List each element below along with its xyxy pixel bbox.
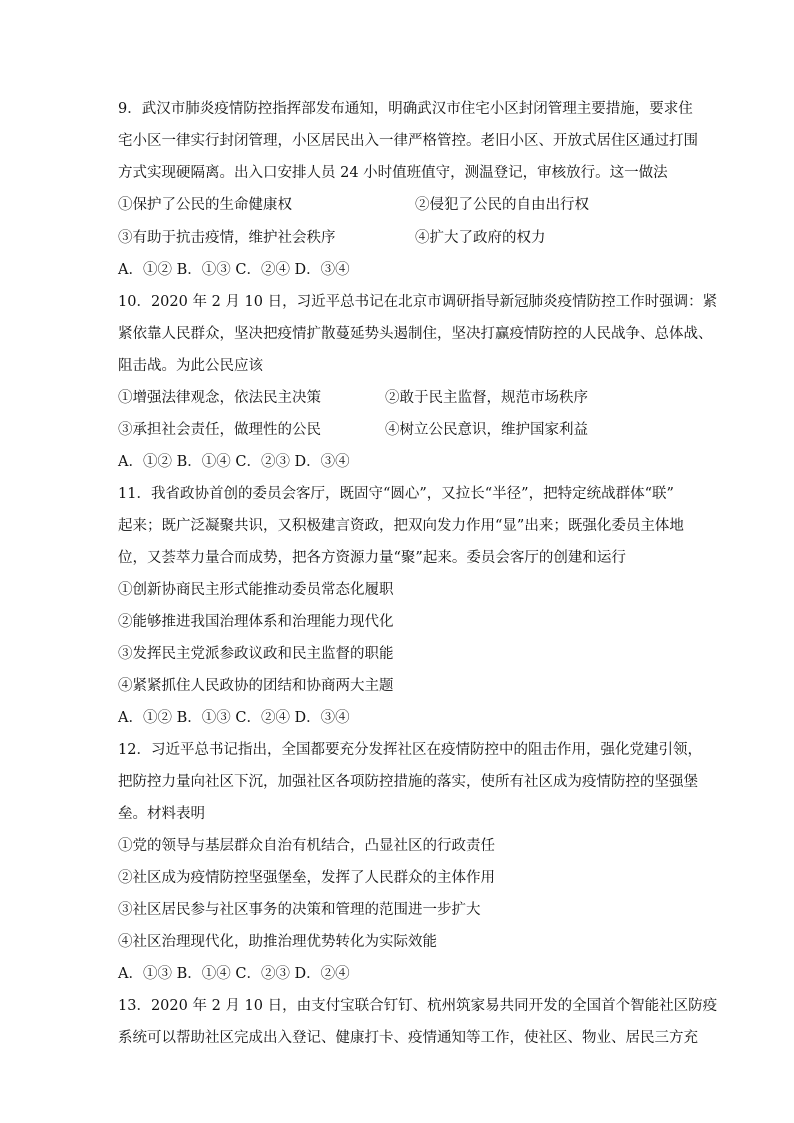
q11-option-4: ④紧紧抓住人民政协的团结和协商两大主题 xyxy=(118,678,394,694)
q9-option-2: ②侵犯了公民的自由出行权 xyxy=(415,197,589,213)
q11-option-3: ③发挥民主党派参政议政和民主监督的职能 xyxy=(118,646,394,662)
q10-stem-line-3: 阻击战。为此公民应该 xyxy=(118,358,263,374)
q12-stem-line-2: 把防控力量向社区下沉，加强社区各项防控措施的落实，使所有社区成为疫情防控的坚强堡 xyxy=(118,774,698,790)
q10-option-4: ④树立公民意识，维护国家利益 xyxy=(385,422,588,438)
q9-option-4: ④扩大了政府的权力 xyxy=(415,230,546,246)
q9-option-3: ③有助于抗击疫情，维护社会秩序 xyxy=(118,230,336,246)
q13-stem-line-2: 系统可以帮助社区完成出入登记、健康打卡、疫情通知等工作，使社区、物业、居民三方充 xyxy=(118,1030,698,1046)
q9-stem-line-2: 宅小区一律实行封闭管理，小区居民出入一律严格管控。老旧小区、开放式居住区通过打围 xyxy=(118,133,698,149)
q12-option-4: ④社区治理现代化，助推治理优势转化为实际效能 xyxy=(118,934,437,950)
q12-option-3: ③社区居民参与社区事务的决策和管理的范围进一步扩大 xyxy=(118,902,481,918)
q9-answer-choices: A．①② B．①③ C．②④ D．③④ xyxy=(118,262,350,278)
q9-option-1: ①保护了公民的生命健康权 xyxy=(118,197,292,213)
q13-stem-line-1: 13．2020 年 2 月 10 日，由支付宝联合钉钉、杭州筑家易共同开发的全国首个智能社区防疫 xyxy=(118,998,718,1014)
q12-stem-line-3: 垒。材料表明 xyxy=(118,806,205,822)
q10-stem-line-1: 10．2020 年 2 月 10 日，习近平总书记在北京市调研指导新冠肺炎疫情防控工作时强调：紧 xyxy=(118,294,718,310)
q10-answer-choices: A．①② B．①④ C．②③ D．③④ xyxy=(118,454,350,470)
q9-stem-line-1: 9．武汉市肺炎疫情防控指挥部发布通知，明确武汉市住宅小区封闭管理主要措施，要求住 xyxy=(118,101,693,117)
q11-stem-line-3: 位，又荟萃力量合而成势，把各方资源力量“聚”起来。委员会客厅的创建和运行 xyxy=(118,550,626,566)
q11-stem-line-1: 11．我省政协首创的委员会客厅，既固守“圆心”，又拉长“半径”，把特定统战群体“联” xyxy=(118,486,674,502)
q11-option-1: ①创新协商民主形式能推动委员常态化履职 xyxy=(118,582,394,598)
q12-stem-line-1: 12．习近平总书记指出，全国都要充分发挥社区在疫情防控中的阻击作用，强化党建引领， xyxy=(118,742,702,758)
q10-option-2: ②敢于民主监督，规范市场秩序 xyxy=(385,390,588,406)
q11-answer-choices: A．①② B．①③ C．②④ D．③④ xyxy=(118,710,350,726)
q10-option-1: ①增强法律观念，依法民主决策 xyxy=(118,390,321,406)
q11-option-2: ②能够推进我国治理体系和治理能力现代化 xyxy=(118,614,394,630)
q12-answer-choices: A．①③ B．①④ C．②③ D．②④ xyxy=(118,966,350,982)
q12-option-1: ①党的领导与基层群众自治有机结合，凸显社区的行政责任 xyxy=(118,838,495,854)
q10-stem-line-2: 紧依靠人民群众，坚决把疫情扩散蔓延势头遏制住，坚决打赢疫情防控的人民战争、总体战、 xyxy=(118,326,713,342)
q11-stem-line-2: 起来；既广泛凝聚共识，又积极建言资政，把双向发力作用“显”出来；既强化委员主体地 xyxy=(118,518,684,534)
q9-stem-line-3: 方式实现硬隔离。出入口安排人员 24 小时值班值守，测温登记，审核放行。这一做法 xyxy=(118,165,668,181)
q12-option-2: ②社区成为疫情防控坚强堡垒，发挥了人民群众的主体作用 xyxy=(118,870,495,886)
q10-option-3: ③承担社会责任，做理性的公民 xyxy=(118,422,321,438)
